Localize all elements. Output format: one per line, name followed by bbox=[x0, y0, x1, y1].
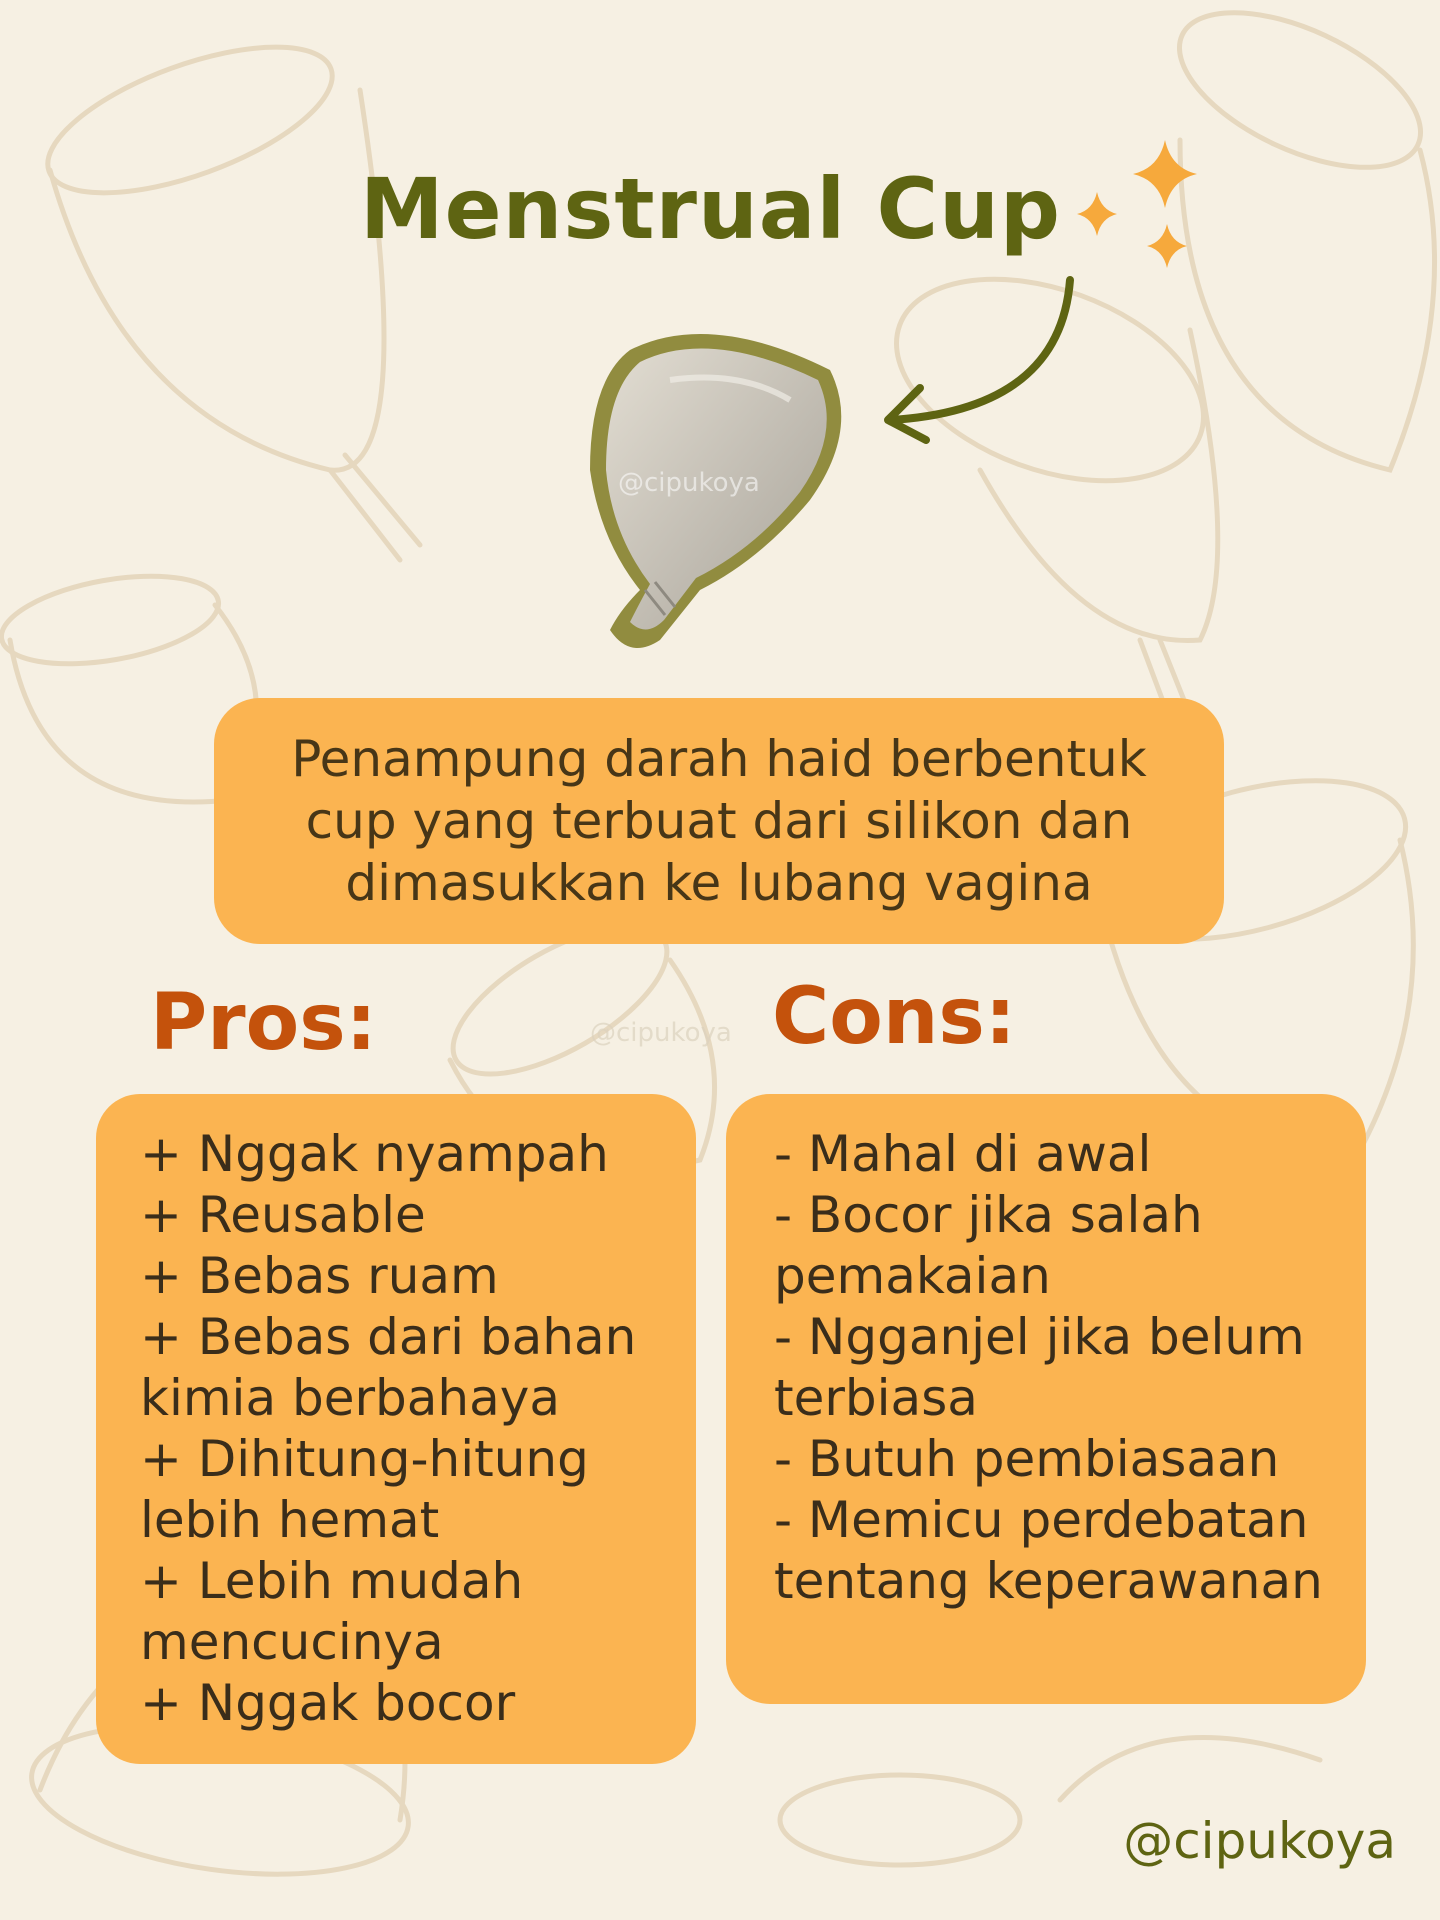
middle-watermark: @cipukoya bbox=[590, 1018, 732, 1048]
photo-watermark: @cipukoya bbox=[618, 468, 760, 498]
cons-item: - Bocor jika salah pemakaian bbox=[774, 1186, 1203, 1305]
pros-list bbox=[96, 1094, 696, 1764]
definition-text: Penampung darah haid berbentuk cup yang terbuat dari silikon dan dimasukkan ke lubang vagina bbox=[291, 730, 1147, 912]
curved-arrow-icon bbox=[870, 270, 1090, 450]
cons-heading: Cons: bbox=[772, 972, 1016, 1062]
pros-item: + Nggak nyampah bbox=[140, 1125, 609, 1183]
cons-item: - Butuh pembiasaan bbox=[774, 1430, 1280, 1488]
pros-item: + Reusable bbox=[140, 1186, 426, 1244]
pros-heading: Pros: bbox=[150, 978, 377, 1068]
cons-item: - Mahal di awal bbox=[774, 1125, 1152, 1183]
author-handle: @cipukoya bbox=[1123, 1812, 1396, 1870]
pros-item: + Bebas ruam bbox=[140, 1247, 499, 1305]
pros-item: + Lebih mudah mencucinya bbox=[140, 1552, 524, 1671]
cons-item: - Memicu perdebatan tentang keperawanan bbox=[774, 1491, 1323, 1610]
cons-list bbox=[726, 1094, 1366, 1704]
page-title: Menstrual Cup bbox=[360, 160, 1062, 258]
definition-box bbox=[214, 698, 1224, 944]
cons-item: - Ngganjel jika belum terbiasa bbox=[774, 1308, 1305, 1427]
pros-item: + Dihitung-hitung lebih hemat bbox=[140, 1430, 589, 1549]
sparkle-icon bbox=[1075, 130, 1205, 280]
pros-item: + Bebas dari bahan kimia berbahaya bbox=[140, 1308, 637, 1427]
pros-item: + Nggak bocor bbox=[140, 1674, 516, 1732]
